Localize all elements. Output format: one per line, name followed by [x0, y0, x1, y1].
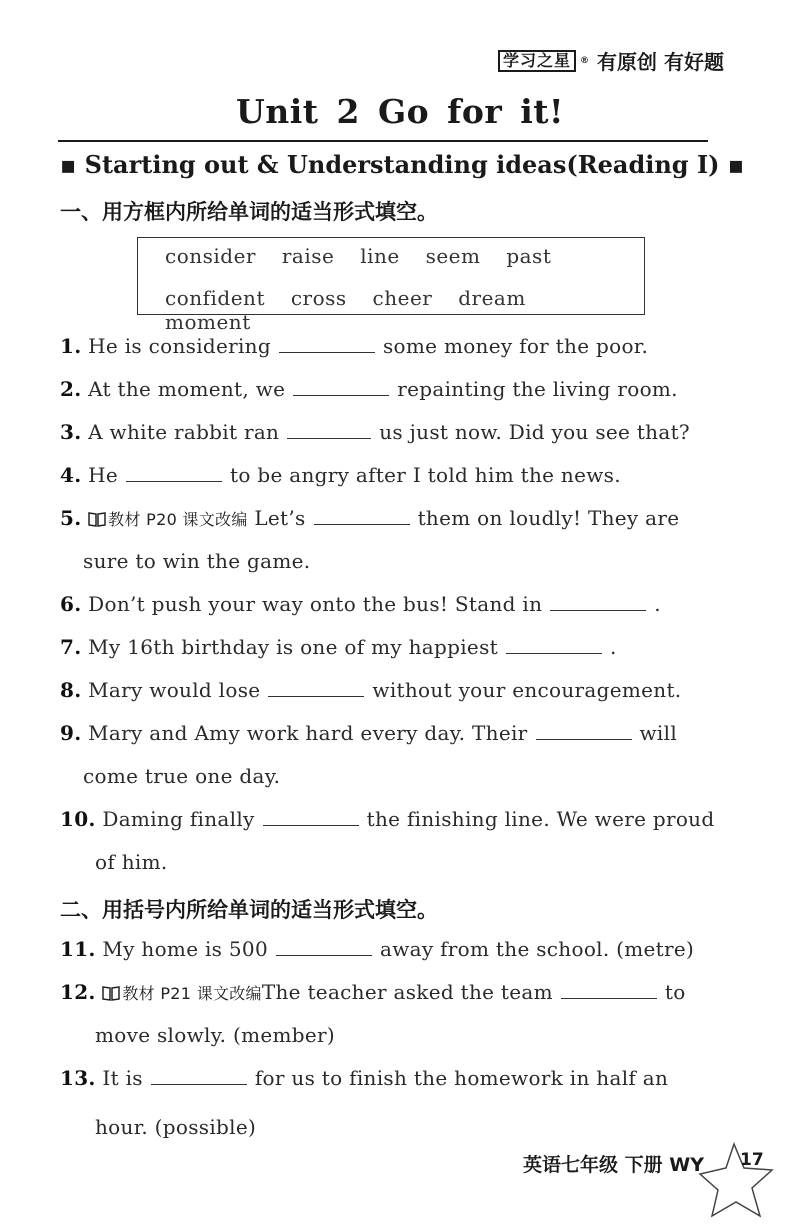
question-number: 4. [60, 463, 82, 487]
star-icon [696, 1140, 782, 1226]
word-item: line [360, 244, 400, 268]
word-row-1 [165, 244, 570, 268]
answer-blank[interactable] [506, 635, 602, 654]
question-text: He is considering [88, 334, 271, 358]
question-number: 13. [60, 1066, 96, 1090]
word-row-2 [165, 286, 644, 334]
word-item: moment [165, 310, 251, 334]
answer-blank[interactable] [287, 420, 371, 439]
question-text: away from the school. (metre) [379, 937, 695, 961]
answer-blank[interactable] [268, 678, 364, 697]
question-number: 5. [60, 506, 82, 530]
question-text: for us to finish the homework in half an [254, 1066, 669, 1090]
answer-blank[interactable] [263, 807, 359, 826]
question-text: to be angry after I told him the news. [230, 463, 621, 487]
question-text: to [664, 980, 686, 1004]
question-number: 11. [60, 937, 96, 961]
question-2 [60, 377, 678, 401]
section-heading: ▪ Starting out & Understanding ideas(Reading Ⅰ) ▪ [60, 150, 745, 179]
question-number: 9. [60, 721, 82, 745]
question-3 [60, 420, 690, 444]
question-text: My home is 500 [102, 937, 268, 961]
publisher-logo: 学习之星 [498, 50, 576, 72]
question-7 [60, 635, 617, 659]
question-text: At the moment, we [88, 377, 286, 401]
word-box [137, 237, 645, 334]
question-number: 10. [60, 807, 96, 831]
book-label: 英语七年级 下册 WY [523, 1154, 704, 1176]
part1-instruction: 一、用方框内所给单词的适当形式填空。 [60, 200, 438, 224]
question-13 [60, 1066, 668, 1090]
question-text: . [609, 635, 617, 659]
question-text: Mary would lose [88, 678, 261, 702]
word-item: seem [425, 244, 481, 268]
question-text: Daming finally [102, 807, 255, 831]
answer-blank[interactable] [279, 334, 375, 353]
question-text: He [88, 463, 119, 487]
question-text: Let’s [254, 506, 306, 530]
question-10-continued: of him. [95, 850, 168, 874]
book-icon [88, 511, 106, 527]
answer-blank[interactable] [151, 1066, 247, 1085]
question-12 [60, 980, 686, 1004]
part2-instruction: 二、用括号内所给单词的适当形式填空。 [60, 898, 438, 922]
question-text: My 16th birthday is one of my happiest [88, 635, 498, 659]
textbook-tag: 教材 P20 课文改编 [108, 510, 248, 529]
unit-title: Unit 2 Go for it! [235, 92, 565, 131]
header-slogan: 有原创 有好题 [597, 50, 724, 74]
book-icon [102, 985, 120, 1001]
question-text: It is [102, 1066, 143, 1090]
question-number: 6. [60, 592, 82, 616]
question-text: some money for the poor. [382, 334, 649, 358]
question-11 [60, 937, 694, 961]
answer-blank[interactable] [314, 506, 410, 525]
question-12-continued: move slowly. (member) [95, 1023, 335, 1047]
word-item: confident [165, 286, 265, 310]
question-9 [60, 721, 677, 745]
title-divider [58, 140, 708, 142]
question-text: The teacher asked the team [261, 980, 553, 1004]
question-text: will [639, 721, 678, 745]
word-item: dream [458, 286, 526, 310]
answer-blank[interactable] [293, 377, 389, 396]
question-text: Mary and Amy work hard every day. Their [88, 721, 528, 745]
question-number: 12. [60, 980, 96, 1004]
question-number: 3. [60, 420, 82, 444]
registered-mark: ® [580, 55, 590, 66]
answer-blank[interactable] [550, 592, 646, 611]
question-6 [60, 592, 661, 616]
word-item: cheer [372, 286, 433, 310]
answer-blank[interactable] [561, 980, 657, 999]
word-item: raise [281, 244, 335, 268]
question-5 [60, 506, 679, 530]
answer-blank[interactable] [126, 463, 222, 482]
page-number: 17 [740, 1150, 764, 1170]
question-number: 7. [60, 635, 82, 659]
question-text: us just now. Did you see that? [379, 420, 690, 444]
question-13-continued: hour. (possible) [95, 1115, 257, 1139]
answer-blank[interactable] [276, 937, 372, 956]
word-item: past [506, 244, 552, 268]
answer-blank[interactable] [536, 721, 632, 740]
question-text: the finishing line. We were proud [366, 807, 715, 831]
question-text: Don’t push your way onto the bus! Stand in [88, 592, 543, 616]
question-8 [60, 678, 681, 702]
question-text: them on loudly! They are [417, 506, 680, 530]
question-text: . [654, 592, 661, 616]
question-4 [60, 463, 621, 487]
question-5-continued: sure to win the game. [83, 549, 311, 573]
question-text: repainting the living room. [397, 377, 678, 401]
page-header [498, 46, 724, 75]
question-number: 2. [60, 377, 82, 401]
question-text: A white rabbit ran [88, 420, 280, 444]
question-number: 8. [60, 678, 82, 702]
textbook-tag: 教材 P21 课文改编 [122, 984, 262, 1003]
question-10 [60, 807, 714, 831]
question-9-continued: come true one day. [83, 764, 281, 788]
question-number: 1. [60, 334, 82, 358]
word-item: cross [290, 286, 347, 310]
question-1 [60, 334, 648, 358]
word-item: consider [165, 244, 256, 268]
question-text: without your encouragement. [372, 678, 682, 702]
